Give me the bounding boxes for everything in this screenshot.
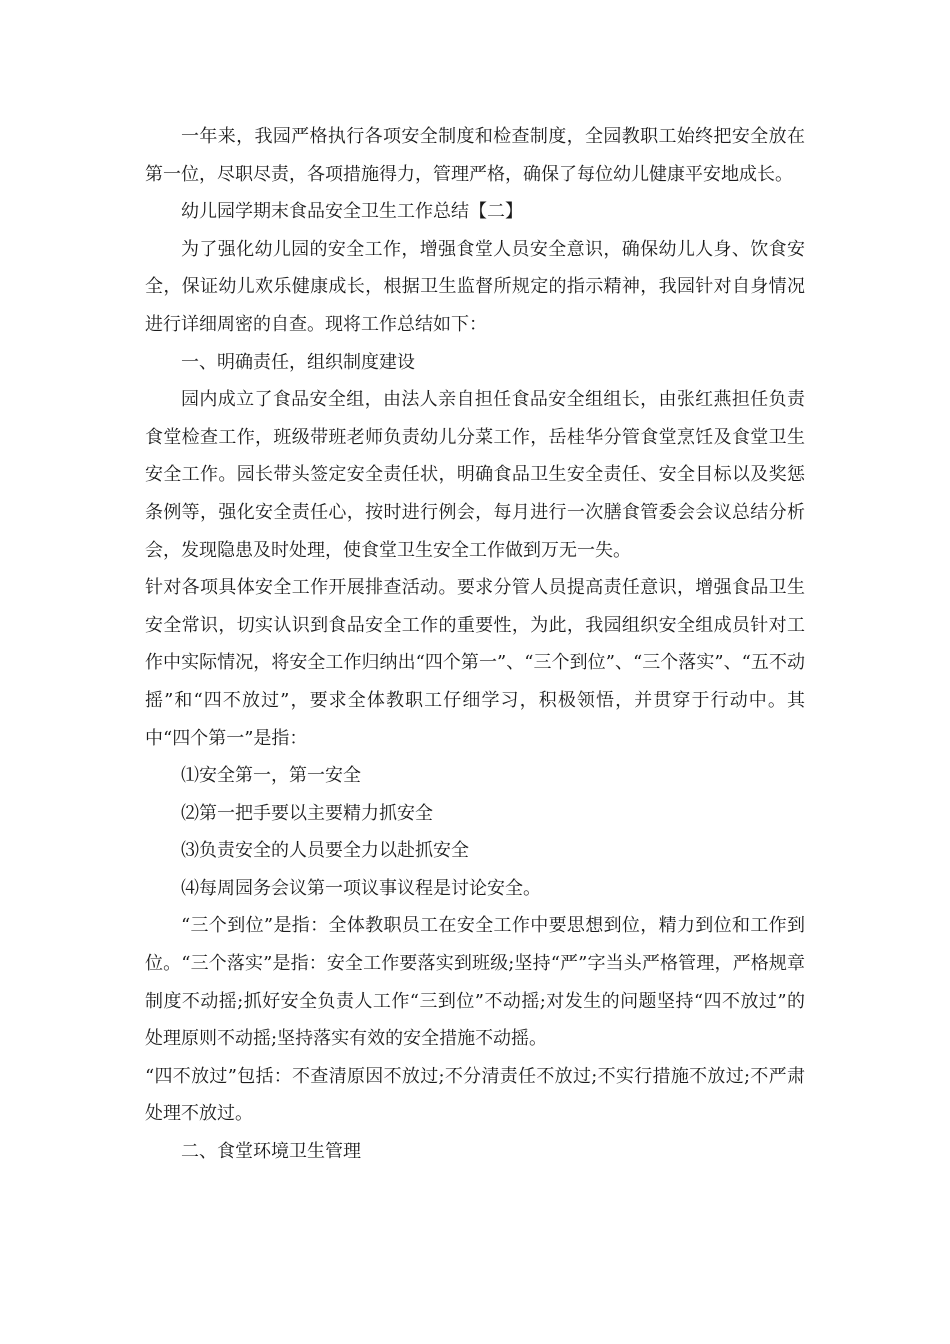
paragraph-intro: 为了强化幼儿园的安全工作，增强食堂人员安全意识，确保幼儿人身、饮食安全，保证幼儿欢乐健康成长，根据卫生监督所规定的指示精神，我园针对自身情况进行详细周密的自查。现将工作总结如下： — [145, 238, 805, 335]
list-item-3: ⑶负责安全的人员要全力以赴抓安全 — [181, 840, 469, 862]
paragraph-safety-team: 园内成立了食品安全组，由法人亲自担任食品安全组组长，由张红燕担任负责食堂检查工作，班级带班老师负责幼儿分菜工作，岳桂华分管食堂烹饪及食堂卫生安全工作。园长带头签定安全责任状，明确食品卫生安全责任、安全目标以及奖惩条例等，强化安全责任心，按时进行例会，每月进行一次膳食管委会会议总结分析会，发现隐患及时处理，使食堂卫生安全工作做到万无一失。 — [145, 389, 805, 561]
list-item-1: ⑴安全第一，第一安全 — [181, 765, 361, 787]
section-title-part-two: 幼儿园学期末食品安全卫生工作总结【二】 — [181, 201, 523, 223]
heading-responsibility: 一、明确责任，组织制度建设 — [181, 351, 415, 373]
paragraph-summary-closing: 一年来，我园严格执行各项安全制度和检查制度，全园教职工始终把安全放在第一位，尽职尽责，各项措施得力，管理严格，确保了每位幼儿健康平安地成长。 — [145, 126, 805, 185]
paragraph-inspection: 针对各项具体安全工作开展排查活动。要求分管人员提高责任意识，增强食品卫生安全常识，切实认识到食品安全工作的重要性，为此，我园组织安全组成员针对工作中实际情况，将安全工作归纳出“四个第一”、“三个到位”、“三个落实”、“五不动摇”和“四不放过”，要求全体教职工仔细学习，积极领悟，并贯穿于行动中。其中“四个第一”是指： — [145, 577, 805, 749]
paragraph-four-no-pass: “四不放过”包括：不查清原因不放过;不分清责任不放过;不实行措施不放过;不严肃处理不放过。 — [145, 1065, 805, 1125]
list-item-4: ⑷每周园务会议第一项议事议程是讨论安全。 — [181, 877, 541, 899]
document-body — [145, 118, 805, 1171]
paragraph-three-in-place: “三个到位”是指：全体教职员工在安全工作中要思想到位，精力到位和工作到位。“三个落实”是指：安全工作要落实到班级;坚持“严”字当头严格管理，严格规章制度不动摇;抓好安全负责人工作“三到位”不动摇;对发生的问题坚持“四不放过”的处理原则不动摇;坚持落实有效的安全措施不动摇。 — [145, 915, 805, 1050]
heading-canteen-hygiene: 二、食堂环境卫生管理 — [181, 1141, 361, 1163]
list-item-2: ⑵第一把手要以主要精力抓安全 — [181, 802, 433, 824]
